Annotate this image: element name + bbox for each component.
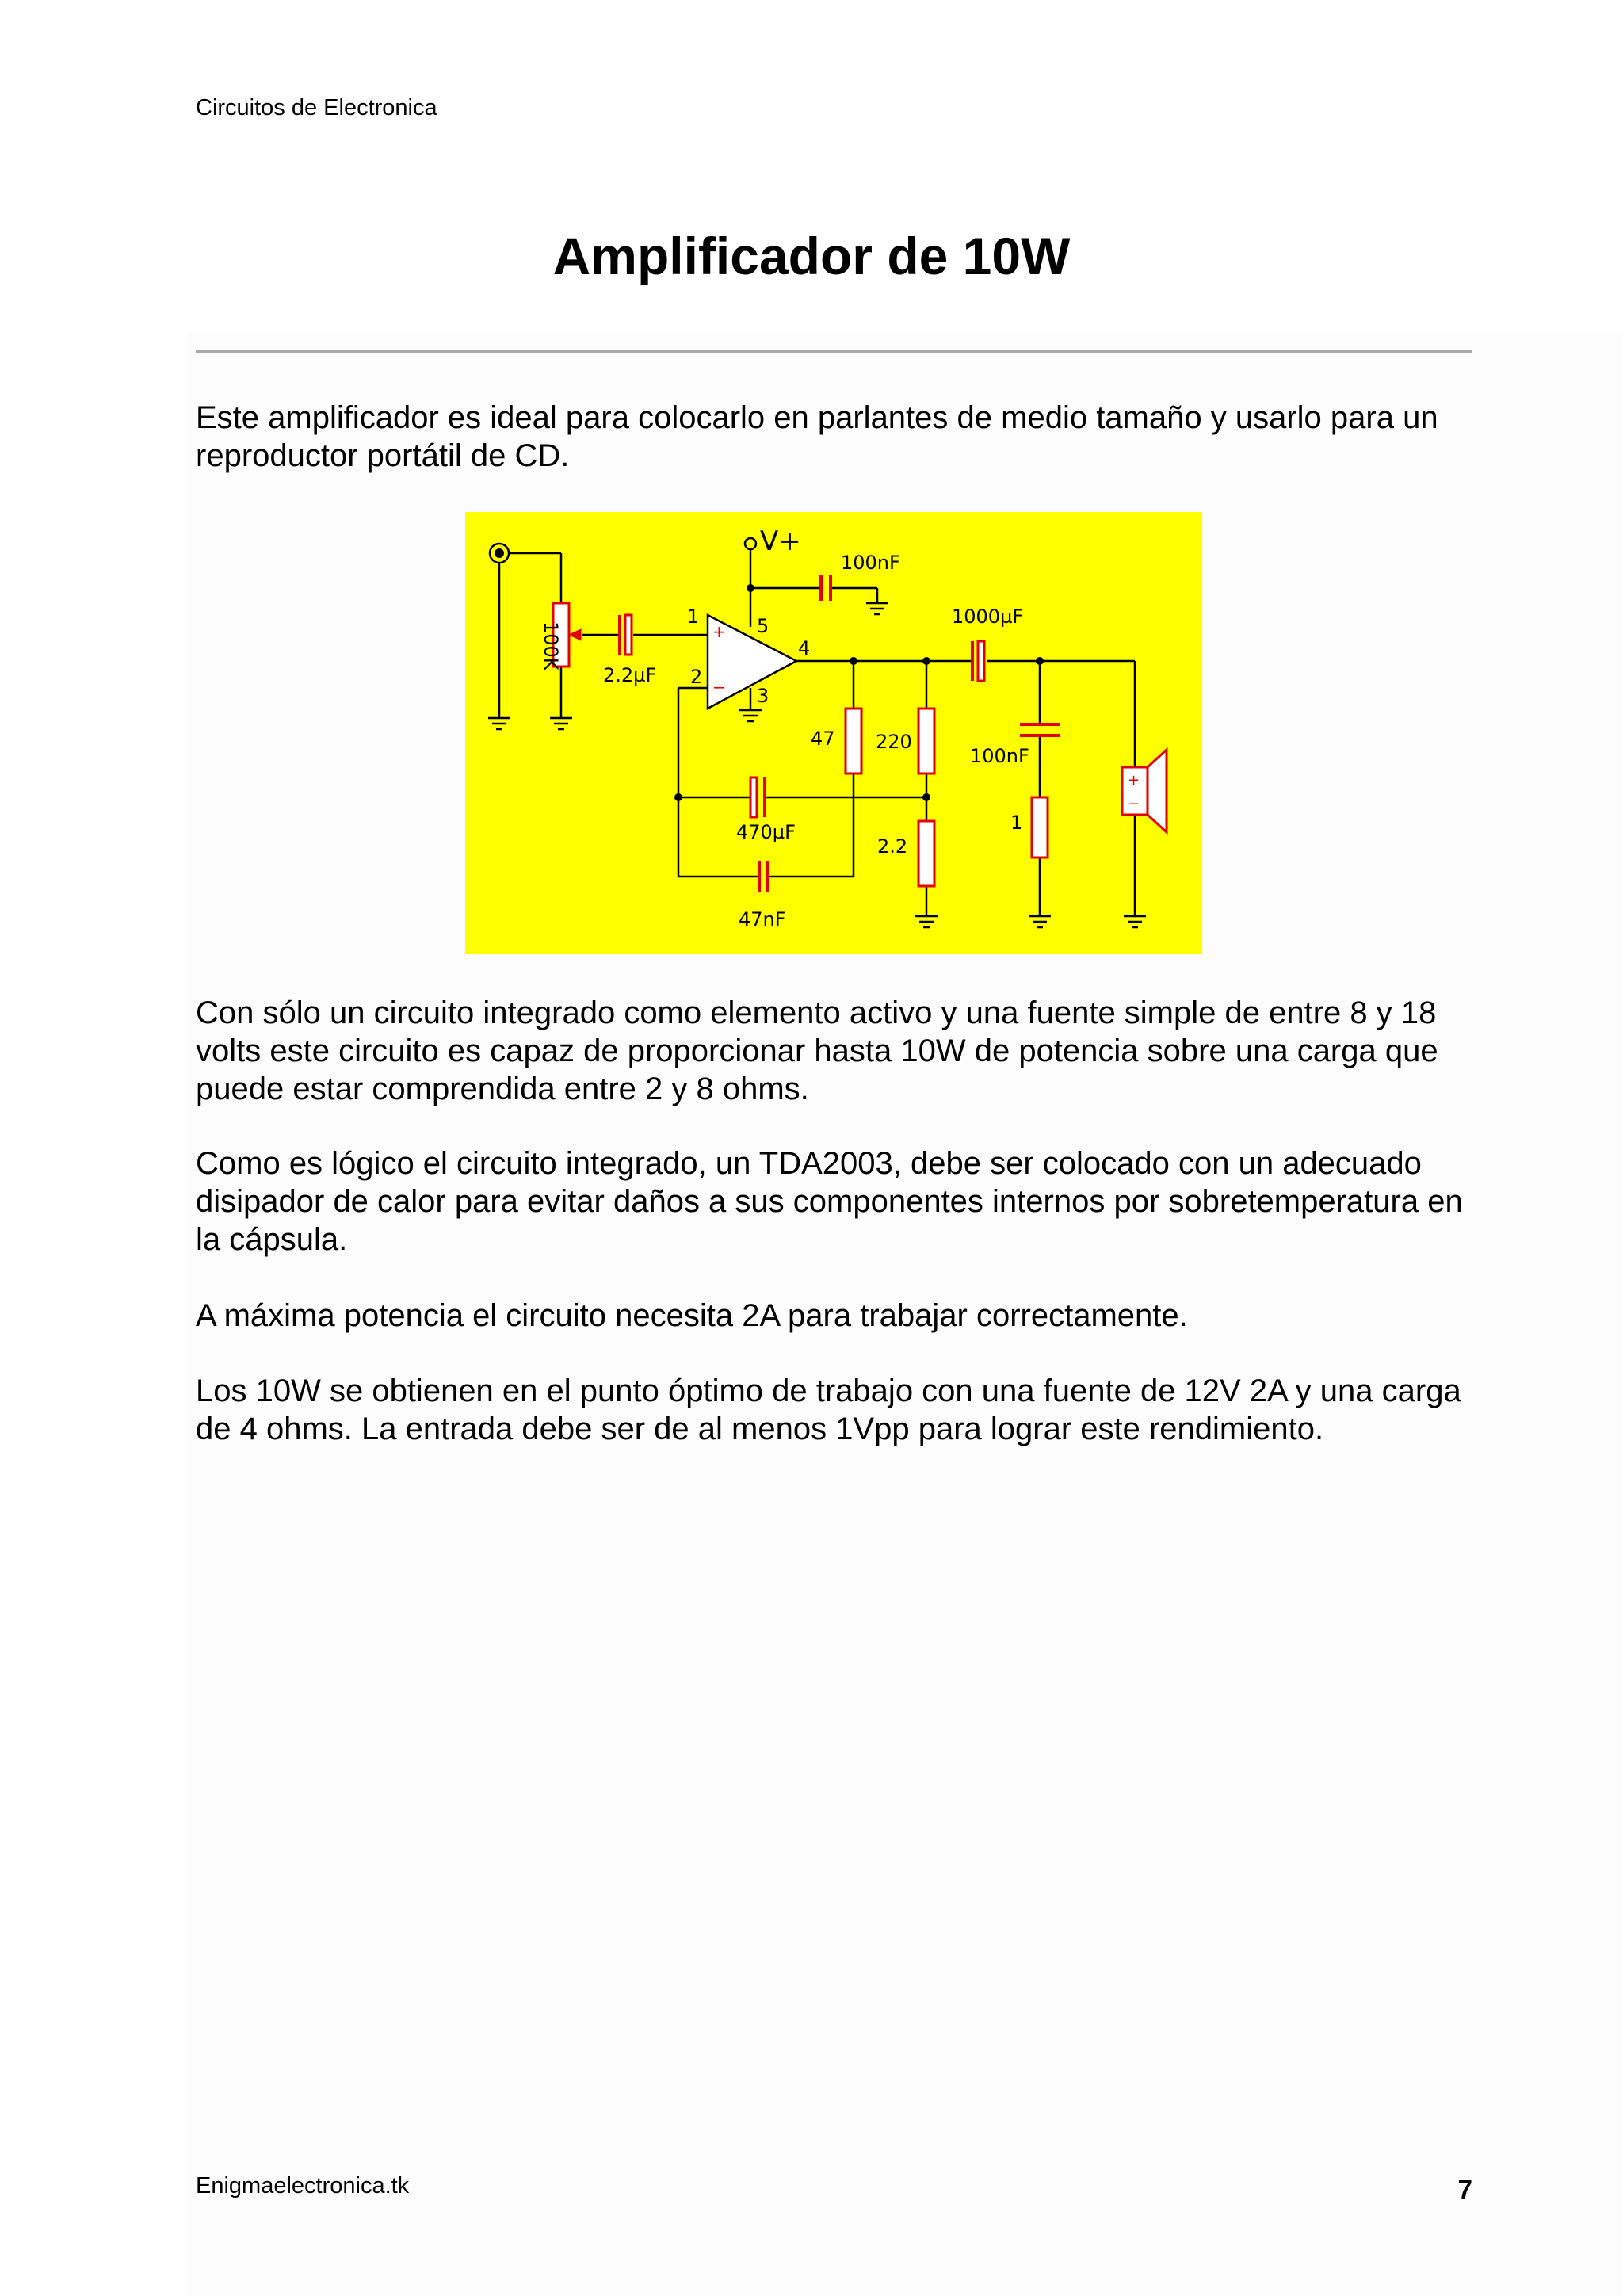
label-c-in: 2.2µF: [603, 664, 657, 686]
svg-text:−: −: [712, 678, 726, 697]
running-header: Circuitos de Electronica: [196, 95, 437, 120]
resistor-220: [918, 709, 934, 774]
svg-text:−: −: [1128, 796, 1140, 812]
cap-470u: [750, 777, 757, 817]
svg-text:+: +: [1128, 772, 1140, 789]
label-c-out: 1000µF: [952, 606, 1024, 628]
current-paragraph: A máxima potencia el circuito necesita 2A para trabajar correctamente.: [196, 1298, 1188, 1333]
label-r22: 2.2: [877, 835, 908, 858]
resistor-1: [1032, 797, 1048, 858]
label-pin1: 1: [687, 606, 700, 628]
heatsink-paragraph: Como es lógico el circuito integrado, un TDA2003, debe ser colocado con un adecuado disipador de calor para evitar daños a sus componentes internos por sobretemperatura en la cápsula.: [196, 1146, 1463, 1257]
label-c-supply: 100nF: [841, 552, 900, 574]
footer-site: Enigmaelectronica.tk: [196, 2173, 410, 2199]
label-supply: V+: [760, 525, 801, 557]
label-pin3: 3: [757, 685, 769, 707]
label-pot: 100K: [540, 621, 562, 670]
label-c-zobel: 100nF: [970, 745, 1029, 767]
label-c47n: 47nF: [739, 908, 786, 930]
label-pin4: 4: [798, 637, 811, 659]
amplifier-schematic: [465, 512, 1202, 954]
description-paragraph: Con sólo un circuito integrado como elemento activo y una fuente simple de entre 8 y 18 volts este circuito es capaz de proporcionar hasta 10W de potencia sobre una carga que puede estar comprendida entre 2 y 8 ohms.: [196, 995, 1438, 1106]
intro-paragraph: Este amplificador es ideal para colocarlo en parlantes de medio tamaño y usarlo para un reproductor portátil de CD.: [196, 400, 1438, 473]
label-pin5: 5: [757, 615, 769, 637]
page-number: 7: [1457, 2175, 1472, 2204]
page-title: Amplificador de 10W: [552, 227, 1071, 285]
svg-text:+: +: [712, 622, 726, 641]
resistor-47: [846, 709, 861, 774]
operating-point-paragraph: Los 10W se obtienen en el punto óptimo de trabajo con una fuente de 12V 2A y una carga de 4 ohms. La entrada debe ser de al menos 1Vpp para lograr este rendimiento.: [196, 1373, 1461, 1446]
label-r47: 47: [811, 728, 835, 750]
label-c470: 470µF: [736, 821, 796, 843]
label-r-zobel: 1: [1010, 812, 1023, 834]
title-divider: [196, 350, 1472, 353]
resistor-2r2: [918, 821, 934, 886]
label-r220: 220: [876, 731, 912, 753]
label-pin2: 2: [690, 666, 703, 688]
